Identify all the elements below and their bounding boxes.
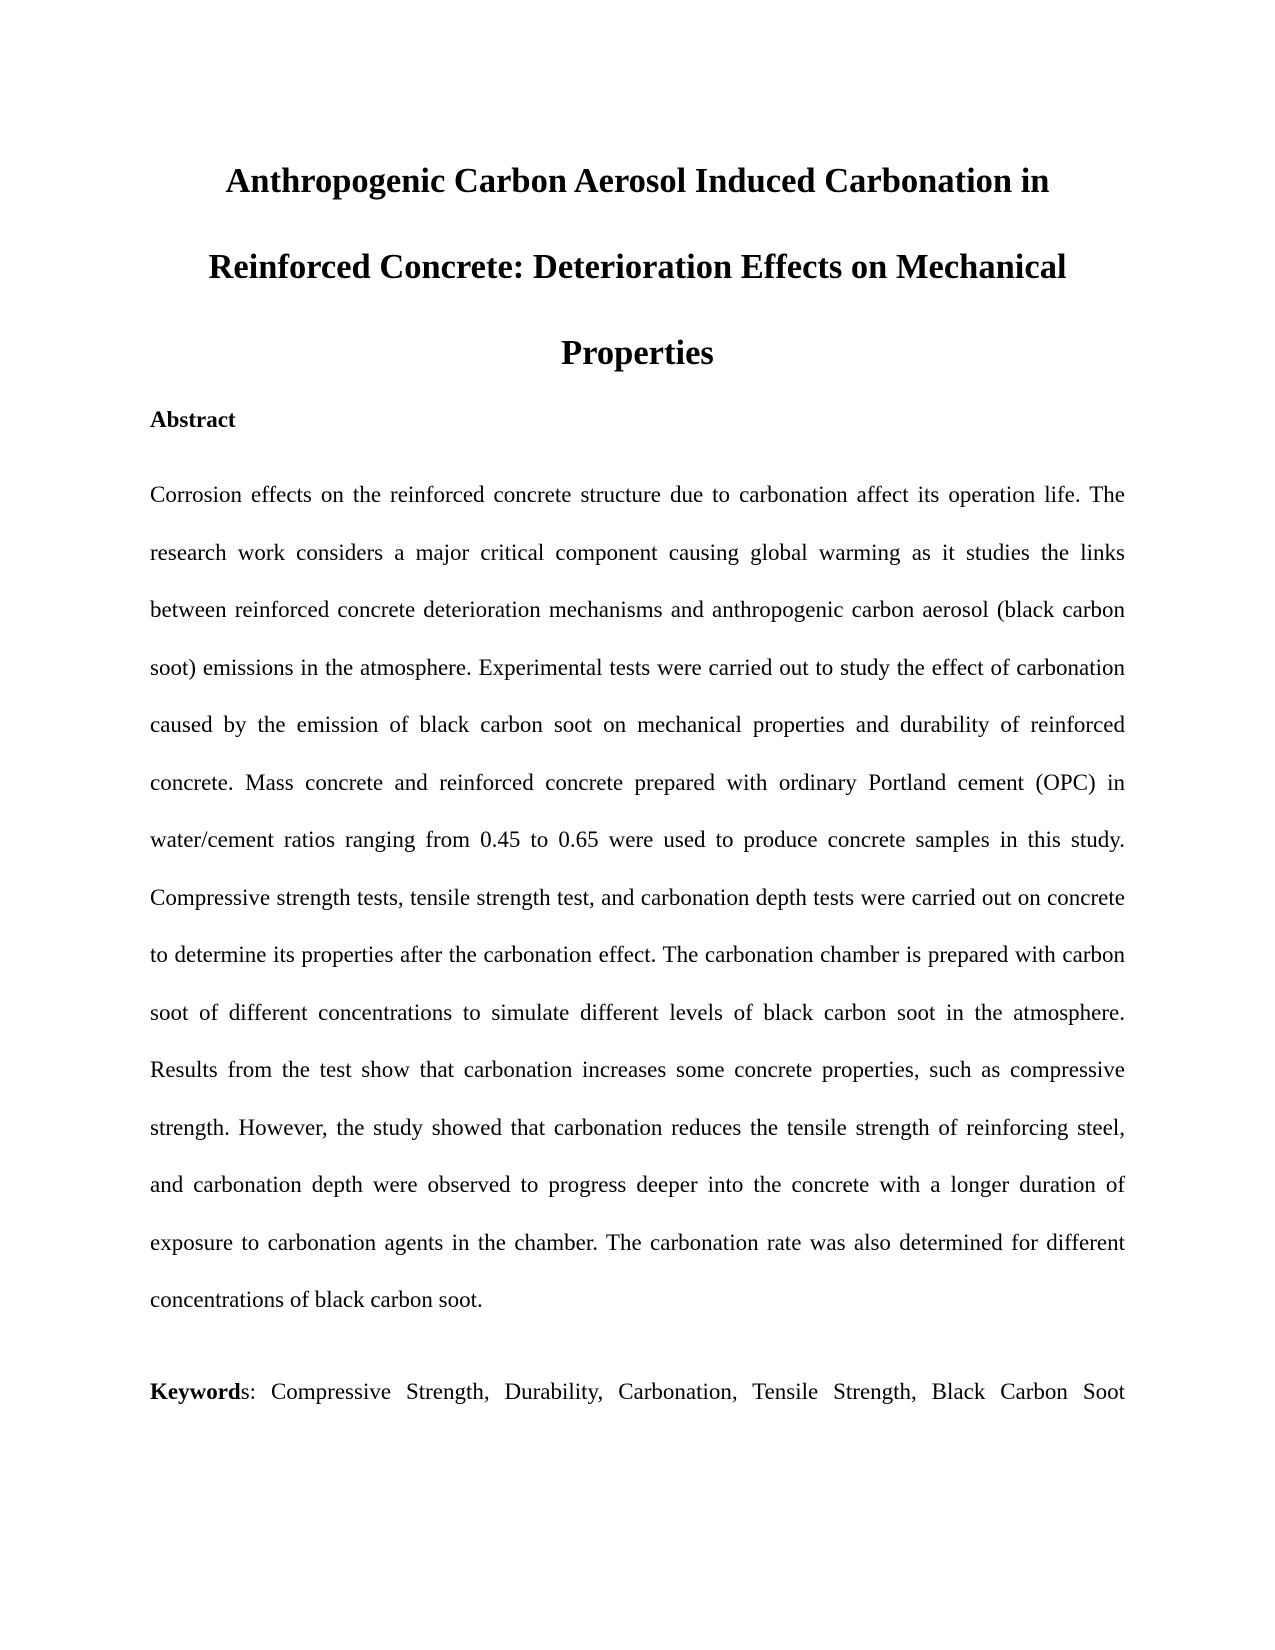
- keywords-label: Keyword: [150, 1379, 241, 1404]
- abstract-heading: Abstract: [150, 407, 236, 432]
- paper-page: [150, 0, 1125, 1650]
- abstract-body: Corrosion effects on the reinforced concrete structure due to carbonation affect its operation life. The research work considers a major critical component causing global warming as it studies the links between reinforced concrete deterioration mechanisms and anthropogenic carbon aerosol (black carbon soot) emissions in the atmosphere. Experimental tests were carried out to study the effect of carbonation caused by the emission of black carbon soot on mechanical properties and durability of reinforced concrete. Mass concrete and reinforced concrete prepared with ordinary Portland cement (OPC) in water/cement ratios ranging from 0.45 to 0.65 were used to produce concrete samples in this study. Compressive strength tests, tensile strength test, and carbonation depth tests were carried out on concrete to determine its properties after the carbonation effect. The carbonation chamber is prepared with carbon soot of different concentrations to simulate different levels of black carbon soot in the atmosphere. Results from the test show that carbonation increases some concrete properties, such as compressive strength. However, the study showed that carbonation reduces the tensile strength of reinforcing steel, and carbonation depth were observed to progress deeper into the concrete with a longer duration of exposure to carbonation agents in the chamber. The carbonation rate was also determined for different concentrations of black carbon soot.: [150, 482, 1125, 1312]
- keywords-line: [150, 1377, 1125, 1407]
- keywords-label-suffix: s: [240, 1379, 250, 1404]
- paper-title: Anthropogenic Carbon Aerosol Induced Carbonation in Reinforced Concrete: Deterioration Effects on Mechanical Properties: [208, 162, 1067, 372]
- keywords-list: : Compressive Strength, Durability, Carbonation, Tensile Strength, Black Carbon Soot: [249, 1379, 1125, 1404]
